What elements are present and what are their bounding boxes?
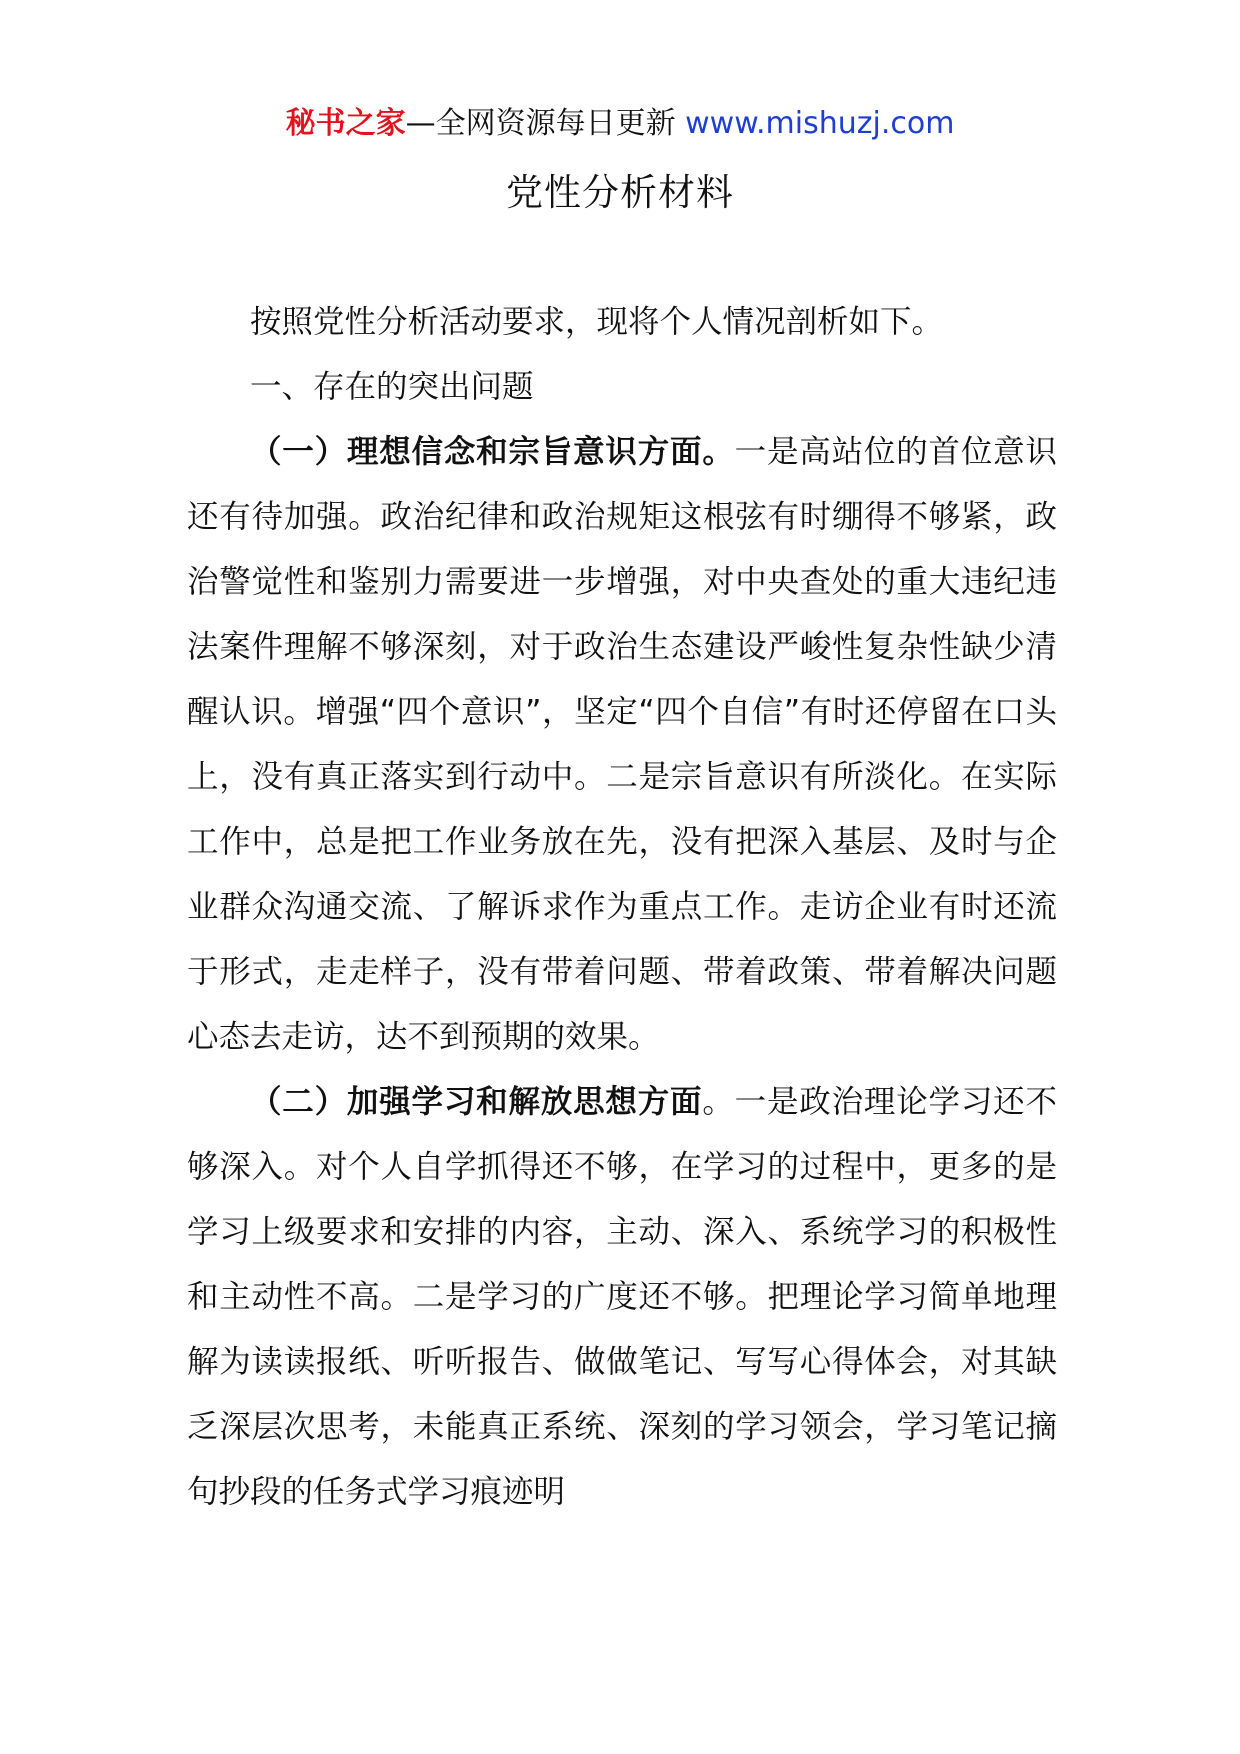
paragraph-2 [187, 1070, 1057, 1525]
intro-paragraph: 按照党性分析活动要求，现将个人情况剖析如下。 [250, 304, 944, 340]
section-heading: 一、存在的突出问题 [250, 369, 534, 405]
document-body [187, 290, 1057, 1525]
brand-name: 秘书之家 [285, 106, 406, 141]
paragraph-2-heading: （二）加强学习和解放思想方面 [250, 1084, 703, 1120]
paragraph-1-heading: （一）理想信念和宗旨意识方面。 [250, 434, 735, 470]
paragraph-2-text: 。一是政治理论学习还不够深入。对个人自学抓得还不够，在学习的过程中，更多的是学习上级要求和安排的内容，主动、深入、系统学习的积极性和主动性不高。二是学习的广度还不够。把理论学习简单地理解为读读报纸、听听报告、做做笔记、写写心得体会，对其缺乏深层次思考，未能真正系统、深刻的学习领会，学习笔记摘句抄段的任务式学习痕迹明 [187, 1084, 1057, 1510]
site-url-link[interactable]: www.mishuzj.com [685, 106, 955, 141]
site-header [0, 102, 1240, 146]
document-title: 党性分析材料 [506, 171, 734, 214]
header-tagline: —全网资源每日更新 [405, 106, 686, 141]
paragraph-1 [187, 420, 1057, 1070]
paragraph-1-text: 一是高站位的首位意识还有待加强。政治纪律和政治规矩这根弦有时绷得不够紧，政治警觉性和鉴别力需要进一步增强，对中央查处的重大违纪违法案件理解不够深刻，对于政治生态建设严峻性复杂性缺少清醒认识。增强“四个意识”，坚定“四个自信”有时还停留在口头上，没有真正落实到行动中。二是宗旨意识有所淡化。在实际工作中，总是把工作业务放在先，没有把深入基层、及时与企业群众沟通交流、了解诉求作为重点工作。走访企业有时还流于形式，走走样子，没有带着问题、带着政策、带着解决问题心态去走访，达不到预期的效果。 [187, 434, 1057, 1055]
